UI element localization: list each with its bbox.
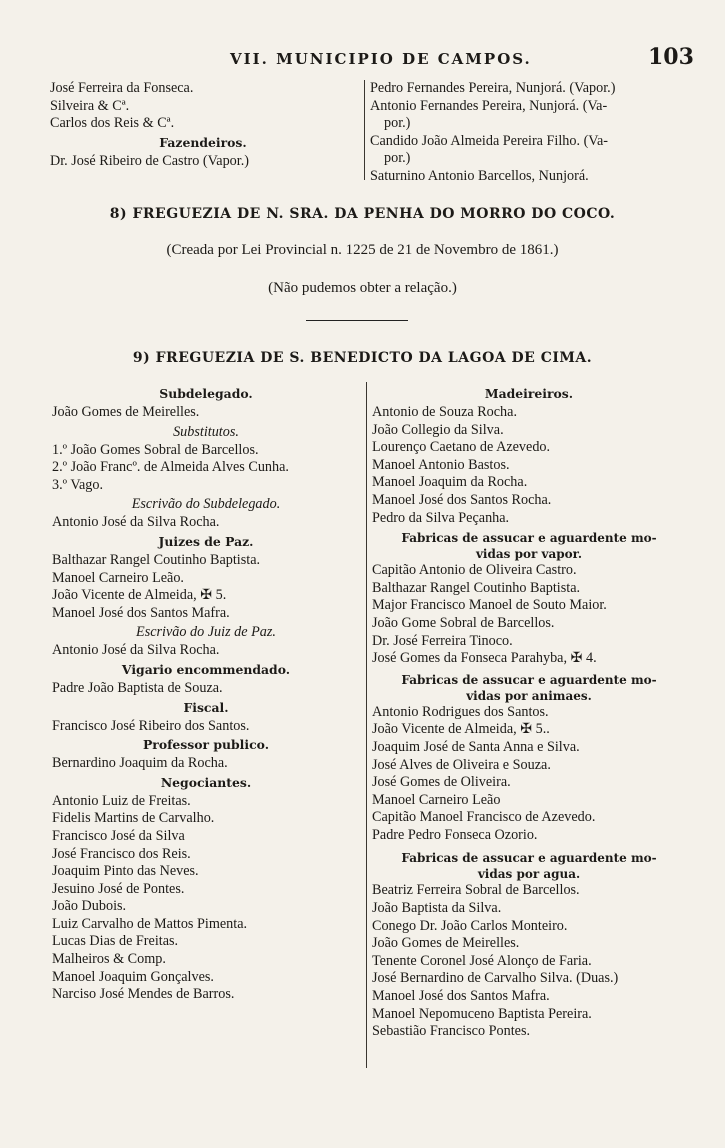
running-header (0, 44, 725, 74)
list-item: Pedro Fernandes Pereira, Nunjorá. (Vapor.) (370, 80, 616, 96)
list-item: Jesuino José de Pontes. (52, 880, 185, 897)
list-item: Dr. José Ribeiro de Castro (Vapor.) (50, 152, 249, 169)
list-item: Manoel José dos Santos Mafra. (52, 604, 230, 621)
column-divider (364, 80, 365, 180)
section-divider (306, 320, 408, 321)
list-item: José Gomes da Fonseca Parahyba, ✠ 4. (372, 650, 597, 667)
heading-juizes-de-paz: Juizes de Paz. (158, 533, 254, 549)
list-item: Joaquim José de Santa Anna e Silva. (372, 738, 580, 755)
list-item: João Gomes de Meirelles. (372, 935, 520, 952)
list-item: Capitão Antonio de Oliveira Castro. (372, 562, 577, 579)
list-item: Capitão Manoel Francisco de Azevedo. (372, 809, 596, 826)
section-8-title: 8) FREGUEZIA DE N. SRA. DA PENHA DO MORRO DO COCO. (109, 206, 616, 222)
list-item: Saturnino Antonio Barcellos, Nunjorá. (370, 167, 589, 184)
list-item: Carlos dos Reis & Cª. (50, 115, 175, 132)
list-item: Manoel Joaquim da Rocha. (372, 474, 528, 491)
column-divider (366, 382, 367, 1068)
list-item: Candido João Almeida Pereira Filho. (Va- (370, 132, 608, 149)
heading-fabricas-agua (372, 850, 686, 882)
list-item: João Gome Sobral de Barcellos. (372, 614, 555, 631)
list-item: 3.º Vago. (52, 476, 104, 493)
list-item: Antonio José da Silva Rocha. (52, 642, 220, 659)
list-item: Conego Dr. João Carlos Monteiro. (372, 917, 568, 934)
heading-line: Fabricas de assucar e aguardente mo- (401, 851, 657, 866)
list-item: João Collegio da Silva. (372, 421, 504, 438)
list-item: Silveira & Cª. (50, 97, 130, 114)
list-item: Antonio Fernandes Pereira, Nunjorá. (Va- (370, 97, 608, 114)
list-item: João Vicente de Almeida, ✠ 5.. (372, 721, 550, 738)
list-item: Manoel José dos Santos Mafra. (372, 988, 550, 1005)
section-heading-fazendeiros: Fazendeiros. (159, 134, 247, 150)
heading-line: vidas por animaes. (466, 688, 592, 703)
list-item: Joaquim Pinto das Neves. (52, 863, 199, 880)
list-item: Dr. José Ferreira Tinoco. (372, 632, 513, 649)
list-item: Francisco José Ribeiro dos Santos. (52, 717, 250, 734)
list-item: Malheiros & Comp. (52, 951, 166, 968)
heading-professor: Professor publico. (142, 737, 270, 753)
top-left-column (50, 80, 356, 170)
heading-madeireiros: Madeireiros. (484, 386, 574, 401)
list-item: por.) (384, 115, 411, 132)
list-item: Manoel José dos Santos Rocha. (372, 491, 552, 508)
list-item: José Bernardino de Carvalho Silva. (Duas.) (372, 970, 619, 987)
heading-subdelegado: Subdelegado. (159, 386, 253, 401)
list-item: Manoel Carneiro Leão. (52, 569, 184, 586)
section-9-left-column (52, 384, 360, 1004)
section-8-note: (Creada por Lei Provincial n. 1225 de 21 de Novembro de 1861.) (166, 242, 559, 258)
list-item: Beatriz Ferreira Sobral de Barcellos. (372, 882, 580, 899)
list-item: Sebastião Francisco Pontes. (372, 1023, 531, 1040)
list-item: José Francisco dos Reis. (52, 845, 191, 862)
list-item: por.) (384, 150, 411, 167)
heading-fabricas-animaes (372, 672, 686, 704)
list-item: Padre Pedro Fonseca Ozorio. (372, 826, 538, 843)
heading-line: vidas por vapor. (475, 547, 583, 562)
list-item: Manoel Joaquim Gonçalves. (52, 968, 214, 985)
list-item: Pedro da Silva Peçanha. (372, 509, 510, 526)
list-item: Antonio Luiz de Freitas. (52, 792, 191, 809)
list-item: Manoel Nepomuceno Baptista Pereira. (372, 1005, 592, 1022)
section-9-title: 9) FREGUEZIA DE S. BENEDICTO DA LAGOA DE CIMA. (132, 350, 593, 366)
list-item: João Baptista da Silva. (372, 900, 502, 917)
heading-vigario: Vigario encommendado. (121, 661, 291, 677)
list-item: José Gomes de Oliveira. (372, 774, 511, 791)
list-item: Manoel Carneiro Leão (372, 791, 501, 808)
list-item: João Vicente de Almeida, ✠ 5. (52, 587, 227, 604)
list-item: Antonio de Souza Rocha. (372, 404, 517, 420)
list-item: Francisco José da Silva (52, 827, 185, 844)
section-9-right-column (372, 384, 686, 1041)
header-title: VII. MUNICIPIO DE CAMPOS. (230, 50, 532, 68)
heading-negociantes: Negociantes. (160, 774, 252, 790)
list-item: Manoel Antonio Bastos. (372, 456, 510, 473)
list-item: Padre João Baptista de Souza. (52, 679, 223, 696)
heading-line: Fabricas de assucar e aguardente mo- (401, 672, 657, 687)
list-item: Bernardino Joaquim da Rocha. (52, 755, 228, 772)
list-item: Narciso José Mendes de Barros. (52, 986, 235, 1003)
heading-line: vidas por agua. (477, 867, 581, 882)
list-item: José Alves de Oliveira e Souza. (372, 756, 551, 773)
top-right-column (370, 80, 686, 186)
list-item: Balthazar Rangel Coutinho Baptista. (52, 551, 261, 568)
list-item: Fidelis Martins de Carvalho. (52, 810, 215, 827)
list-item: Tenente Coronel José Alonço de Faria. (372, 952, 592, 969)
heading-substitutos: Substitutos. (173, 423, 239, 440)
list-item: Major Francisco Manoel de Souto Maior. (372, 597, 607, 614)
list-item: Luiz Carvalho de Mattos Pimenta. (52, 915, 248, 932)
list-item: 1.º João Gomes Sobral de Barcellos. (52, 441, 259, 458)
list-item: João Dubois. (52, 898, 127, 915)
heading-escrivao-subdelegado: Escrivão do Subdelegado. (131, 496, 281, 513)
heading-line: Fabricas de assucar e aguardente mo- (401, 531, 657, 546)
page-number: 103 (648, 44, 694, 70)
list-item: Lucas Dias de Freitas. (52, 933, 179, 950)
list-item: Antonio Rodrigues dos Santos. (372, 703, 549, 720)
list-item: João Gomes de Meirelles. (52, 404, 200, 420)
list-item: 2.º João Francº. de Almeida Alves Cunha. (52, 459, 289, 476)
heading-fabricas-vapor (372, 530, 686, 562)
list-item: Balthazar Rangel Coutinho Baptista. (372, 579, 581, 596)
list-item: Lourenço Caetano de Azevedo. (372, 439, 551, 456)
list-item: José Ferreira da Fonseca. (50, 80, 194, 96)
heading-escrivao-juiz: Escrivão do Juiz de Paz. (136, 624, 276, 641)
section-8-note-missing: (Não pudemos obter a relação.) (268, 280, 457, 296)
heading-fiscal: Fiscal. (183, 699, 229, 715)
list-item: Antonio José da Silva Rocha. (52, 514, 220, 531)
